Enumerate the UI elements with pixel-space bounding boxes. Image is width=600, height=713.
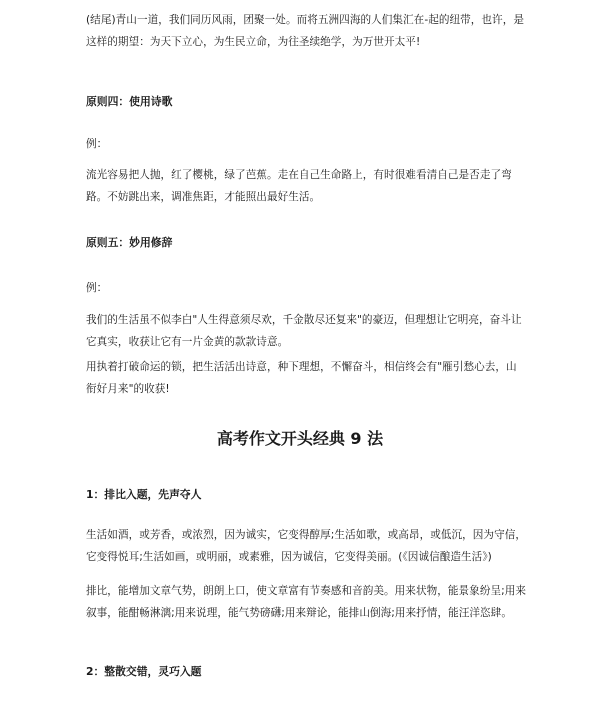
- paragraph-rhetoric-example: 我们的生活虽不似李白"人生得意须尽欢，千金散尽还复来"的豪迈，但理想让它明亮，奋斗让它真实，收获让它有一片金黄的款款诗意。: [86, 314, 522, 348]
- paragraph-poetry-example: 流光容易把人抛，红了樱桃，绿了芭蕉。走在自己生命路上，有时很难看清自己是否走了弯路。不妨跳出来，调准焦距，才能照出最好生活。: [86, 169, 512, 203]
- example-label: 例：: [86, 138, 108, 150]
- paragraph-parallelism-example: 生活如酒，或芳香，或浓烈，因为诚实，它变得醇厚;生活如歌，或高昂，或低沉，因为守信，它变得悦耳;生活如画，或明丽，或素雅，因为诚信，它变得美丽。(《因诚信酿造生活》): [86, 529, 527, 563]
- example-label: 例：: [86, 282, 108, 294]
- heading-method-one: 1：排比入题，先声夺人: [86, 488, 202, 501]
- section-title: 高考作文开头经典 9 法: [216, 429, 384, 448]
- heading-principle-five: 原则五：妙用修辞: [86, 236, 173, 249]
- paragraph-closing-example: (结尾)青山一道，我们同历风雨，团聚一处。而将五洲四海的人们集汇在-起的纽带，也许，是这样的期望：为天下立心，为生民立命，为往圣续绝学，为万世开太平!: [86, 14, 524, 48]
- heading-principle-four: 原则四：使用诗歌: [86, 95, 173, 108]
- paragraph-rhetoric-conclusion: 用执着打破命运的锁，把生活活出诗意，种下理想，不懈奋斗，相信终会有"雁引愁心去，山衔好月来"的收获!: [86, 361, 517, 395]
- heading-method-two: 2：整散交错，灵巧入题: [86, 665, 202, 678]
- paragraph-parallelism-explanation: 排比，能增加文章气势，朗朗上口，使文章富有节奏感和音韵美。用来状物，能景象纷呈;用来叙事，能酣畅淋漓;用来说理，能气势磅礴;用来辩论，能排山倒海;用来抒情，能汪洋恣肆。: [86, 585, 527, 619]
